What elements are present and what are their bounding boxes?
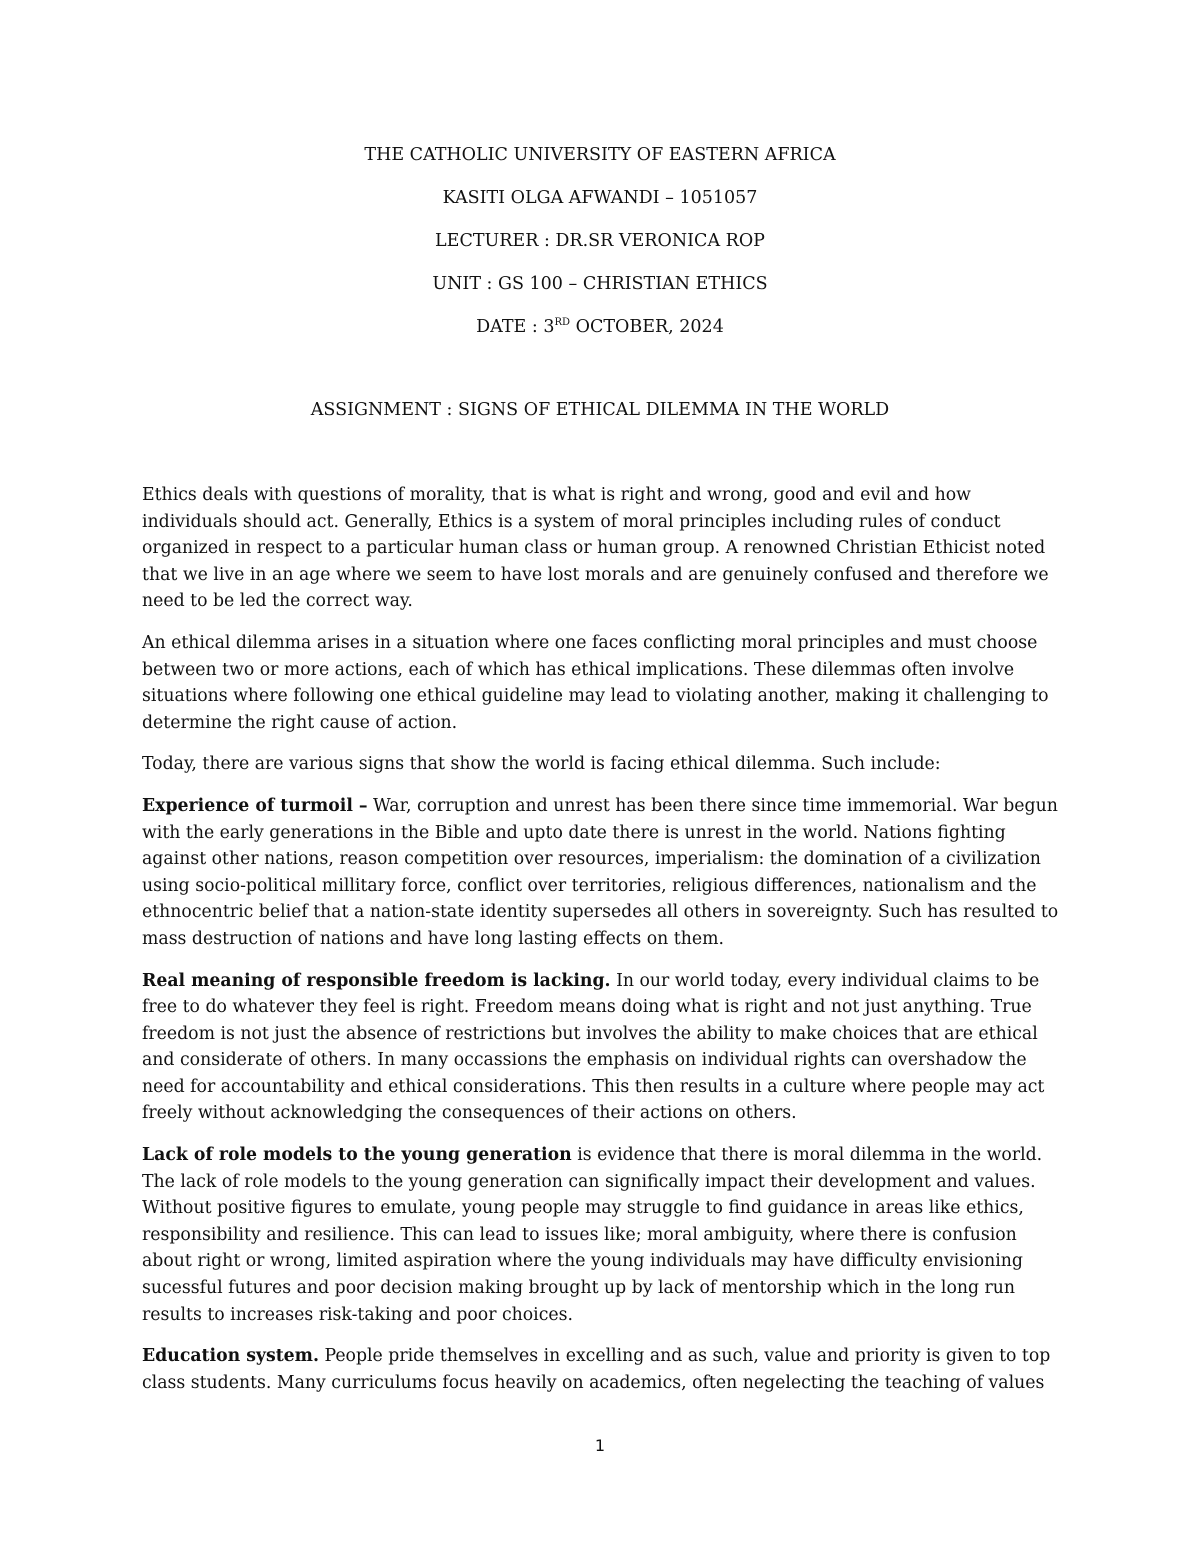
text-freedom: In our world today, every individual claims to be free to do whatever they feel is right. Freedom means doing what is right and not just anything. True freedom is not just the absence of restrictions but involves the ability to make choices that are ethical and considerate of others. In many occassions the emphasis on individual rights can overshadow the need for accountability and ethical considerations. This then results in a culture where people may act freely without acknowledging the consequences of their actions on others. <box>142 970 1045 1124</box>
paragraph-turmoil <box>142 793 1062 953</box>
text-role-models: is evidence that there is moral dilemma in the world. The lack of role models to the young generation can significally impact their development and values. Without positive figures to emulate, young people may struggle to find guidance in areas like ethics, responsibility and resilience. This can lead to issues like; moral ambiguity, where there is confusion about right or wrong, limited aspiration where the young individuals may have difficulty envisioning sucessful futures and poor decision making brought up by lack of mentorship which in the long run results to increases risk-taking and poor choices. <box>142 1145 1043 1325</box>
paragraph-freedom <box>142 968 1062 1128</box>
page-number: 1 <box>594 1436 606 1455</box>
paragraph-signs-intro: Today, there are various signs that show the world is facing ethical dilemma. Such include: <box>142 754 941 775</box>
date-prefix: DATE : 3 <box>476 317 555 337</box>
text-turmoil: War, corruption and unrest has been there since time immemorial. War begun with the early generations in the Bible and upto date there is unrest in the world. Nations fighting against other nations, reason competition over resources, imperialism: the domination of a civilization using socio-political millitary force, conflict over territories, religious differences, nationalism and the ethnocentric belief that a nation-state identity supersedes all others in sovereignty. Such has resulted to mass destruction of nations and have long lasting effects on them. <box>142 795 1059 949</box>
paragraph-intro: Ethics deals with questions of morality, that is what is right and wrong, good and evil and how individuals should act. Generally, Ethics is a system of moral principles including rules of conduct organized in respect to a particular human class or human group. A renowned Christian Ethicist noted that we live in an age where we seem to have lost morals and are genuinely confused and therefore we need to be led the correct way. <box>142 485 1049 612</box>
university-name: THE CATHOLIC UNIVERSITY OF EASTERN AFRICA <box>364 145 836 165</box>
text-education: People pride themselves in excelling and as such, value and priority is given to top class students. Many curriculums focus heavily on academics, often negelecting the teaching of values <box>142 1346 1051 1393</box>
date-superscript: RD <box>554 317 571 329</box>
assignment-title: ASSIGNMENT : SIGNS OF ETHICAL DILEMMA IN THE WORLD <box>310 400 890 420</box>
title-block <box>0 142 1200 357</box>
date-line <box>0 314 1200 357</box>
unit-line: UNIT : GS 100 – CHRISTIAN ETHICS <box>432 274 768 294</box>
heading-education: Education system. <box>142 1346 319 1367</box>
date-suffix: OCTOBER, 2024 <box>570 317 724 337</box>
lecturer-line: LECTURER : DR.SR VERONICA ROP <box>435 231 765 251</box>
heading-freedom: Real meaning of responsible freedom is lacking. <box>142 970 611 991</box>
paragraph-definition: An ethical dilemma arises in a situation where one faces conflicting moral principles and must choose between two or more actions, each of which has ethical implications. These dilemmas often involve situations where following one ethical guideline may lead to violating another, making it challenging to determine the right cause of action. <box>142 632 1049 733</box>
document-body <box>142 482 1062 1411</box>
paragraph-role-models <box>142 1142 1062 1328</box>
paragraph-education <box>142 1343 1062 1396</box>
heading-turmoil: Experience of turmoil – <box>142 795 368 816</box>
student-name-id: KASITI OLGA AFWANDI – 1051057 <box>442 188 758 208</box>
heading-role-models: Lack of role models to the young generation <box>142 1145 572 1166</box>
